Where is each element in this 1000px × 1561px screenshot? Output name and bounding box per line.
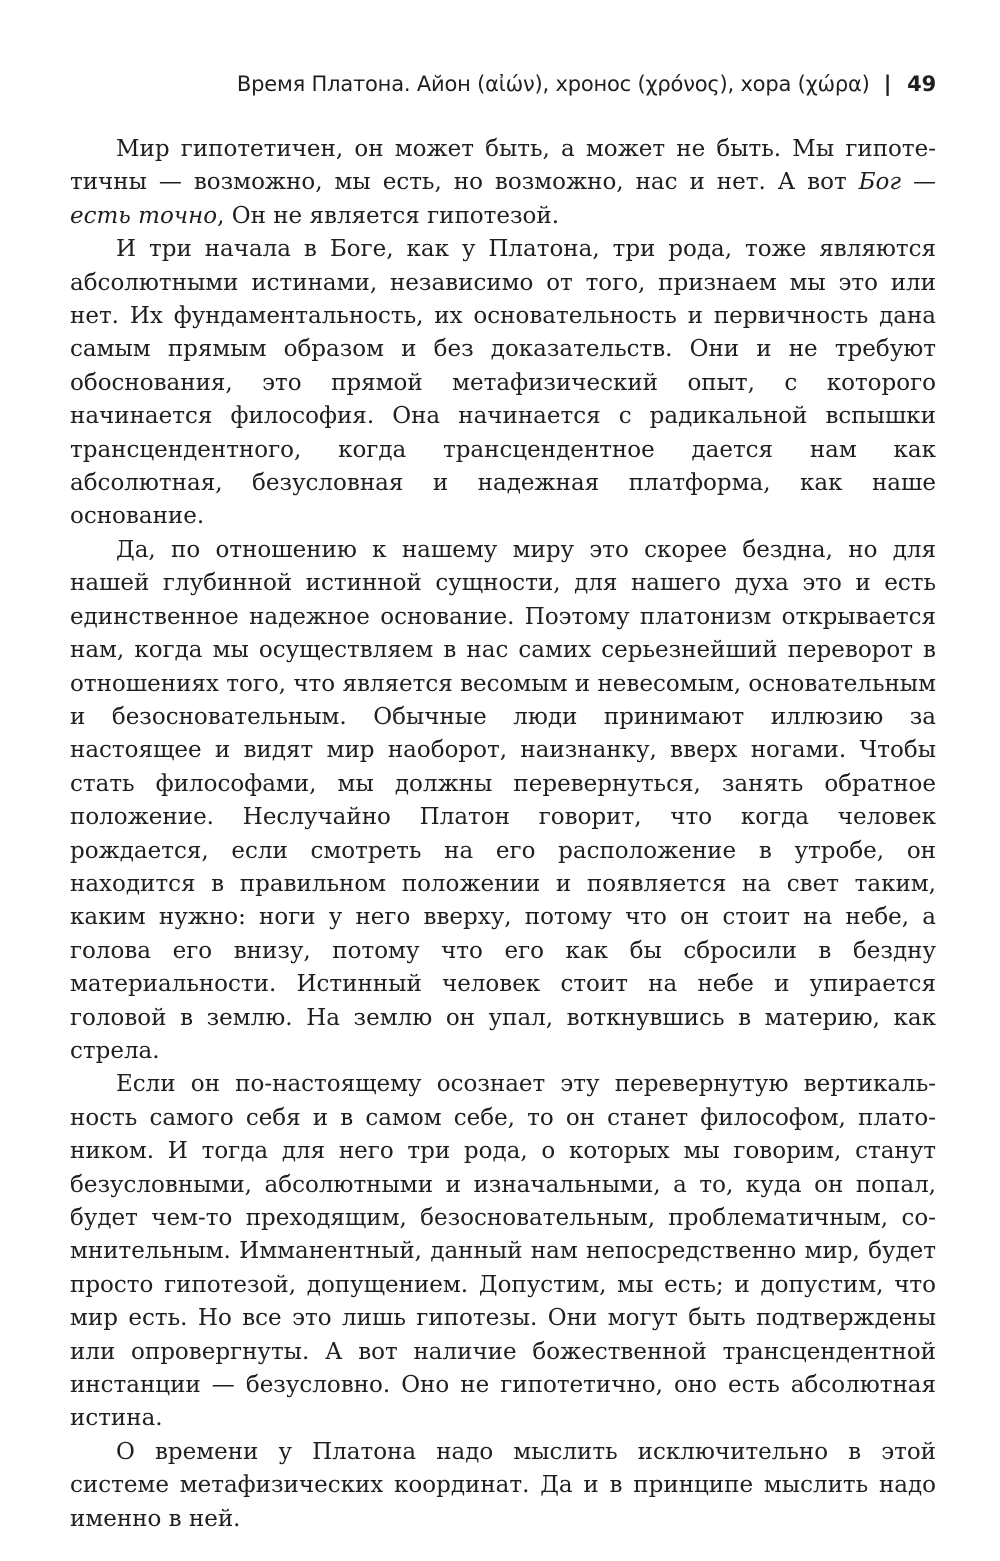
header-separator: | bbox=[883, 72, 892, 96]
paragraph-3: Да, по отношению к нашему миру это скорее бездна, но для нашей глубинной истинной сущности, для нашего духа это и есть единственное надежное основание. Поэтому платонизм открывается нам, когда мы осуществляем в нас самих серьезнейший переворот в отношениях того, что является весомым и невесомым, основательным и безосновательным. Обычные люди принимают иллюзию за настоящее и видят мир наоборот, наизнанку, вверх ногами. Чтобы стать философами, мы должны перевернуться, занять обратное положение. Неслучайно Платон говорит, что когда человек рождается, если смотреть на его расположение в утробе, он находится в правильном положении и появляется на свет таким, каким нужно: ноги у него вверху, потому что он стоит на небе, а голова его внизу, потому что его как бы сбросили в бездну материальности. Истинный человек стоит на небе и упирается головой в землю. На землю он упал, воткнувшись в материю, как стрела. bbox=[70, 536, 936, 1064]
paragraph-1 bbox=[70, 133, 936, 233]
paragraph-4: Если он по-настоящему осознает эту перевернутую вертикальность самого себя и в самом себе, то он станет философом, платоником. И тогда для него три рода, о которых мы говорим, станут безусловными, абсолютными и изначальными, а то, куда он попал, будет чем-то преходящим, безосновательным, проблематичным, сомнительным. Имманентный, данный нам непосредственно мир, будет просто гипотезой, допущением. Допустим, мы есть; и допустим, что мир есть. Но все это лишь гипотезы. Они могут быть подтверждены или опровергнуты. А вот наличие божественной трансцендентной инстанции — безусловно. Оно не гипотетично, оно есть абсолютная истина. bbox=[70, 1071, 936, 1432]
running-header bbox=[70, 66, 936, 102]
page-number: 49 bbox=[907, 72, 936, 96]
paragraph-5: О времени у Платона надо мыслить исключительно в этой системе метафизических координат. Да и в принципе мыслить надо именно в ней. bbox=[70, 1438, 936, 1532]
running-title: Время Платона. Айон (αἰών), хронос (χρόνος), хора (χώρα) bbox=[236, 72, 870, 96]
paragraph-1-emphasis: Бог — есть точно bbox=[70, 169, 936, 229]
paragraph-1-text-a: Мир гипотетичен, он может быть, а может не быть. Мы гипотетичны — возможно, мы есть, но возможно, нас и нет. А вот bbox=[70, 136, 936, 196]
body-text bbox=[70, 133, 936, 1536]
paragraph-2: И три начала в Боге, как у Платона, три рода, тоже являются абсолютными истинами, независимо от того, признаем мы это или нет. Их фундаментальность, их основательность и первичность дана самым прямым образом и без доказательств. Они и не требуют обоснования, это прямой метафизический опыт, с которого начинается философия. Она начинается с радикальной вспышки трансцендентного, когда трансцендентное дается нам как абсолютная, безусловная и надежная платформа, как наше основание. bbox=[70, 236, 936, 530]
paragraph-1-text-b: , Он не является гипотезой. bbox=[217, 202, 560, 229]
